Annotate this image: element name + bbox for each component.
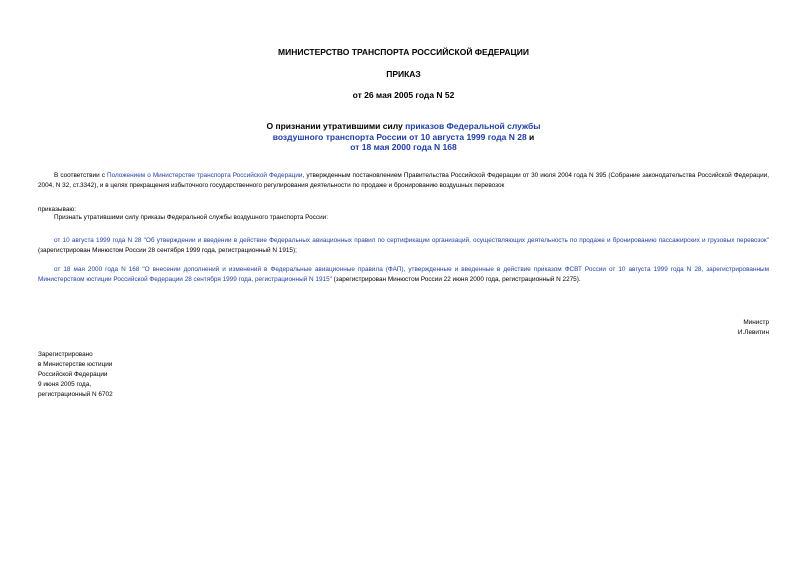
title-link-order-168[interactable]: от 18 мая 2000 года N 168 [350, 142, 457, 152]
registration-block [38, 350, 113, 400]
paragraph-order-168 [38, 265, 769, 285]
p1-link-regulation[interactable]: Положением о Министерстве транспорта Российской Федерации [106, 172, 303, 179]
paragraph-order-28 [38, 236, 769, 256]
registration-line: 9 июня 2005 года, [38, 381, 92, 388]
title-prefix: О признании утратившими силу [266, 121, 406, 131]
title-link-orders[interactable]: приказов Федеральной службы [405, 121, 541, 131]
paragraph-order-word: приказываю: [38, 206, 76, 213]
registration-line: в Министерстве юстиции [38, 361, 113, 368]
ministry-heading: МИНИСТЕРСТВО ТРАНСПОРТА РОССИЙСКОЙ ФЕДЕРАЦИИ [278, 47, 529, 57]
order-date: от 26 мая 2005 года N 52 [352, 90, 455, 100]
signature-block [738, 318, 769, 338]
signature-name: И.Левитин [737, 329, 769, 336]
title-conjunction: и [526, 131, 535, 142]
registration-line: Зарегистрировано [38, 351, 93, 358]
paragraph-revoke: Признать утратившими силу приказы Федеральной службы воздушного транспорта России: [54, 214, 328, 221]
registration-line: Российской Федерации [38, 371, 108, 378]
paragraph-basis [38, 171, 769, 191]
p5-end: (зарегистрирован Минюстом России 22 июня 2000 года, регистрационный N 2275). [331, 275, 581, 283]
signature-position: Министр [743, 319, 769, 326]
p4-end: (зарегистрирован Минюстом России 28 сентября 1999 года, регистрационный N 1915); [38, 246, 297, 254]
title-link-order-28[interactable]: воздушного транспорта России от 10 августа 1999 года N 28 [272, 131, 527, 142]
p1-end: (Собрание законодательства Российской Федерации, 2004, N 32, ст.3342), и в целях прекращения избыточного государственного регулирования деятельности по продаже и бронированию воздушных перевозок [38, 172, 770, 189]
order-label: ПРИКАЗ [386, 69, 421, 79]
p1-start: В соответствии с [54, 172, 107, 179]
registration-line: регистрационный N 6702 [38, 391, 113, 398]
p5-link-order-168[interactable]: от 18 мая 2000 года N 168 "О внесении дополнений и изменений в Федеральные авиационные правила (ФАП), утвержденные и введенные в действие приказом ФСВТ России от 10 августа 1999 года N 28, зарегистрированным Министерством юстиции Российской Федерации 28 сентября 1999 года, регистрационный N 1915" [38, 266, 769, 283]
p4-link-order-28[interactable]: от 10 августа 1999 года N 28 "Об утверждении и введении в действие Федеральных авиационных правил по сертификации организаций, осуществляющих деятельность по продаже и бронированию пассажирских и грузовых перевозок" [54, 237, 769, 244]
document-title [150, 121, 657, 153]
p1-mid: , утвержденным постановлением Правительства Российской Федерации от 30 июля 2004 года N 395 [302, 172, 607, 179]
